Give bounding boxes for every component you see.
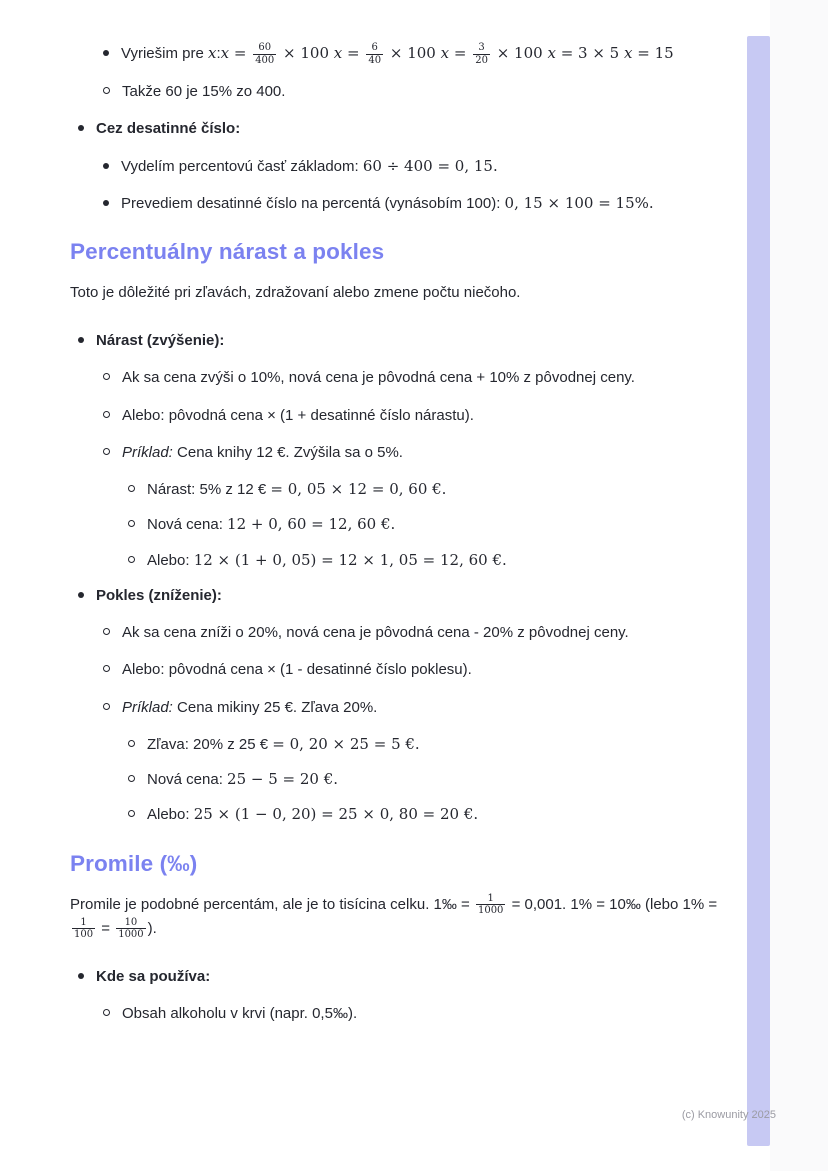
list-item xyxy=(128,803,720,826)
text-segment: Cena mikiny 25 €. Zľava 20%. xyxy=(172,698,378,716)
text-segment: 12 × (1 + 0, 05) = 12 × 1, 05 = 12, 60 €. xyxy=(193,550,507,569)
text-segment: Cena knihy 12 €. Zvýšila sa o 5%. xyxy=(172,443,403,461)
list-item xyxy=(78,117,720,140)
paragraph xyxy=(70,281,720,305)
text-segment: = 0, 05 × 12 = 0, 60 €. xyxy=(270,480,447,499)
math-fraction xyxy=(116,917,145,941)
fraction-numerator: 6 xyxy=(371,42,378,54)
text-segment: Alebo: xyxy=(147,551,194,569)
list-item-text xyxy=(147,803,720,826)
list-item xyxy=(103,80,720,103)
bullet-circle-icon xyxy=(128,740,135,747)
bullet-disc-icon xyxy=(78,125,84,131)
text-segment: = xyxy=(342,44,365,62)
fraction-denominator: 20 xyxy=(475,54,488,66)
list-item-text xyxy=(122,696,720,719)
document-body xyxy=(70,42,720,1039)
fraction-numerator: 3 xyxy=(478,42,485,54)
bullet-circle-icon xyxy=(128,485,135,492)
text-segment: Zľava: 20% z 25 € xyxy=(147,735,273,753)
right-gutter xyxy=(770,0,828,1171)
bullet-circle-icon xyxy=(103,703,110,710)
text-segment: Toto je dôležité pri zľavách, zdražovaní alebo zmene počtu niečoho. xyxy=(70,284,521,302)
list-item xyxy=(103,192,720,215)
bullet-disc-icon xyxy=(78,337,84,343)
bullet-circle-icon xyxy=(103,665,110,672)
fraction-numerator: 1 xyxy=(487,892,494,904)
text-segment: Prevediem desatinné číslo na percentá (vynásobím 100): xyxy=(121,194,505,212)
list-item-text xyxy=(147,513,720,536)
math-fraction xyxy=(72,917,95,941)
fraction-denominator: 40 xyxy=(368,54,382,66)
text-segment: × 100 xyxy=(278,44,334,62)
paragraph xyxy=(70,893,720,941)
math-fraction xyxy=(366,42,383,66)
text-segment: 60 ÷ 400 = 0, 15. xyxy=(362,156,498,175)
list-item xyxy=(128,513,720,536)
list-item xyxy=(103,1002,720,1025)
text-segment: = xyxy=(97,919,115,937)
text-segment: x xyxy=(333,44,343,62)
text-segment: = 3 × 5 xyxy=(555,44,624,62)
footer-credit: (c) Knowunity 2025 xyxy=(681,1109,776,1121)
list-item xyxy=(78,965,720,988)
page-edge-strip xyxy=(747,36,770,1146)
bullet-circle-icon xyxy=(103,373,110,380)
list-item-text xyxy=(147,549,720,572)
list-item xyxy=(128,768,720,791)
text-segment: x xyxy=(547,44,556,62)
fraction-denominator: 400 xyxy=(255,54,275,66)
text-segment: : xyxy=(216,45,221,62)
text-segment: 25 × (1 − 0, 20) = 25 × 0, 80 = 20 €. xyxy=(193,805,479,824)
bullet-circle-icon xyxy=(103,448,110,455)
text-segment: × 100 xyxy=(491,44,548,62)
list-item-text xyxy=(122,404,720,427)
bullet-disc-icon xyxy=(103,163,109,169)
bullet-circle-icon xyxy=(103,411,110,418)
math-fraction xyxy=(253,42,276,66)
text-segment: Nová cena: xyxy=(147,771,228,789)
text-segment: Alebo: pôvodná cena × (1 - desatinné číslo poklesu). xyxy=(122,661,472,679)
text-segment: x xyxy=(207,44,217,62)
list-item xyxy=(103,621,720,644)
list-item xyxy=(103,696,720,719)
bullet-circle-icon xyxy=(128,520,135,527)
fraction-numerator: 1 xyxy=(80,916,87,928)
list-item-text xyxy=(96,965,720,988)
text-segment: Alebo: xyxy=(147,806,194,824)
text-segment: Vyriešim pre xyxy=(121,45,208,62)
list-item-text xyxy=(121,192,720,215)
fraction-denominator: 100 xyxy=(74,929,94,941)
text-segment: = 15 xyxy=(632,44,674,62)
list-item xyxy=(78,584,720,607)
text-segment: Nárast: 5% z 12 € xyxy=(147,481,271,499)
text-segment: Nová cena: xyxy=(147,516,228,534)
list-item xyxy=(103,441,720,464)
text-segment: 12 + 0, 60 = 12, 60 €. xyxy=(227,515,396,534)
list-item xyxy=(103,658,720,681)
text-segment: Nárast (zvýšenie): xyxy=(96,332,225,350)
list-item-text xyxy=(96,584,720,607)
fraction-numerator: 60 xyxy=(258,42,272,54)
text-segment: Takže 60 je 15% zo 400. xyxy=(122,83,286,101)
list-item-text xyxy=(122,80,720,103)
fraction-numerator: 10 xyxy=(124,916,138,928)
list-item-text xyxy=(122,658,720,681)
list-item xyxy=(128,478,720,501)
text-segment: x xyxy=(220,44,230,62)
text-segment: Ak sa cena zvýši o 10%, nová cena je pôvodná cena + 10% z pôvodnej ceny. xyxy=(122,369,635,387)
fraction-denominator: 1000 xyxy=(118,929,144,941)
text-segment: Vydelím percentovú časť základom: xyxy=(121,157,363,175)
text-segment: ). xyxy=(147,919,157,937)
section-heading: Percentuálny nárast a pokles xyxy=(70,239,385,265)
text-segment: = 0, 20 × 25 = 5 €. xyxy=(272,734,420,753)
list-item-text xyxy=(96,117,720,140)
list-item xyxy=(103,42,720,66)
text-segment: x xyxy=(440,44,450,62)
text-segment: Alebo: pôvodná cena × (1 + desatinné číslo nárastu). xyxy=(122,406,474,424)
list-item-text xyxy=(121,155,720,178)
list-item xyxy=(128,733,720,756)
text-segment: Obsah alkoholu v krvi (napr. 0,5‰). xyxy=(122,1004,358,1022)
text-segment: 25 − 5 = 20 €. xyxy=(227,770,339,789)
text-segment: Pokles (zníženie): xyxy=(96,586,222,604)
text-segment: = xyxy=(449,44,472,62)
section-heading: Promile (‰) xyxy=(70,850,198,876)
text-segment: Príklad: xyxy=(122,698,173,716)
list-item xyxy=(128,549,720,572)
list-item-text xyxy=(122,621,720,644)
bullet-circle-icon xyxy=(128,775,135,782)
text-segment: × 100 xyxy=(385,44,441,62)
bullet-circle-icon xyxy=(103,628,110,635)
list-item-text xyxy=(147,478,720,501)
list-item-text xyxy=(147,768,720,791)
text-segment: Promile je podobné percentám, ale je to tisícina celku. 1‰ = xyxy=(70,895,474,913)
fraction-denominator: 1000 xyxy=(477,905,504,917)
math-fraction xyxy=(473,42,490,66)
list-item xyxy=(103,155,720,178)
text-segment: = xyxy=(229,44,252,62)
bullet-circle-icon xyxy=(103,87,110,94)
list-item-text xyxy=(122,441,720,464)
list-item-text xyxy=(96,329,720,352)
list-item-text xyxy=(122,366,720,389)
math-fraction xyxy=(476,893,505,917)
bullet-disc-icon xyxy=(103,50,109,56)
bullet-disc-icon xyxy=(78,973,84,979)
list-item xyxy=(103,404,720,427)
list-item xyxy=(78,329,720,352)
bullet-circle-icon xyxy=(128,810,135,817)
list-item xyxy=(103,366,720,389)
list-item-text xyxy=(122,1002,720,1025)
bullet-circle-icon xyxy=(128,556,135,563)
list-item-text xyxy=(147,733,720,756)
text-segment: = 0,001. 1% = 10‰ (lebo 1% = xyxy=(507,895,718,913)
bullet-circle-icon xyxy=(103,1009,110,1016)
text-segment: Kde sa používa: xyxy=(96,967,211,985)
bullet-disc-icon xyxy=(103,200,109,206)
text-segment: 0, 15 × 100 = 15%. xyxy=(504,193,654,212)
text-segment: Príklad: xyxy=(122,443,173,461)
text-segment: x xyxy=(624,44,633,62)
text-segment: Cez desatinné číslo: xyxy=(96,120,241,138)
list-item-text xyxy=(121,42,720,66)
bullet-disc-icon xyxy=(78,592,84,598)
text-segment: Ak sa cena zníži o 20%, nová cena je pôvodná cena - 20% z pôvodnej ceny. xyxy=(122,624,629,642)
